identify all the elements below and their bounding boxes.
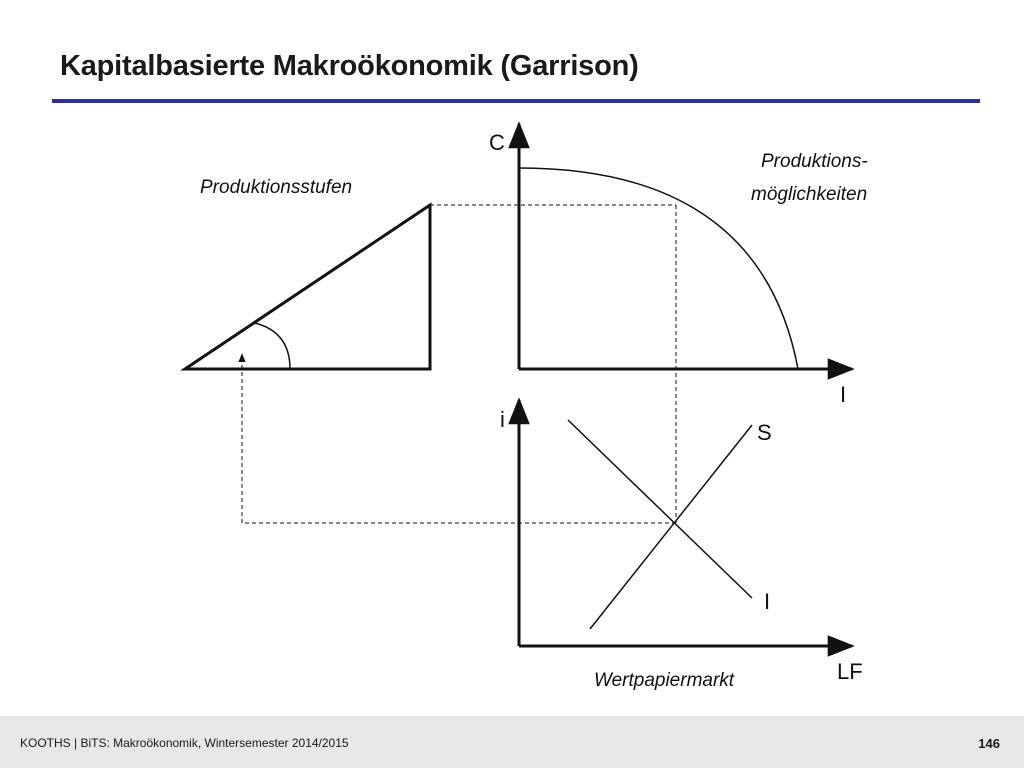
page-number: 146: [978, 736, 1000, 751]
demand-curve-label: I: [764, 589, 771, 614]
ppf-label-line2: möglichkeiten: [751, 184, 868, 205]
footer-text: KOOTHS | BiTS: Makroökonomik, Wintersemester 2014/2015: [20, 736, 349, 750]
ppf-label-line1: Produktions-: [761, 151, 868, 172]
supply-curve-label: S: [757, 420, 772, 445]
production-stages-triangle: [185, 205, 430, 369]
axis-label-lf: LF: [837, 659, 863, 684]
axis-label-c: C: [489, 130, 505, 155]
triangle-angle-arc: [255, 323, 290, 369]
slide-title: Kapitalbasierte Makroökonomik (Garrison): [60, 50, 639, 82]
production-stages-label: Produktionsstufen: [200, 177, 353, 198]
securities-market-label: Wertpapiermarkt: [594, 670, 735, 691]
supply-curve: [590, 425, 752, 629]
axis-label-investment: I: [840, 382, 847, 407]
demand-curve: [568, 420, 752, 598]
axis-label-interest: i: [500, 407, 505, 432]
